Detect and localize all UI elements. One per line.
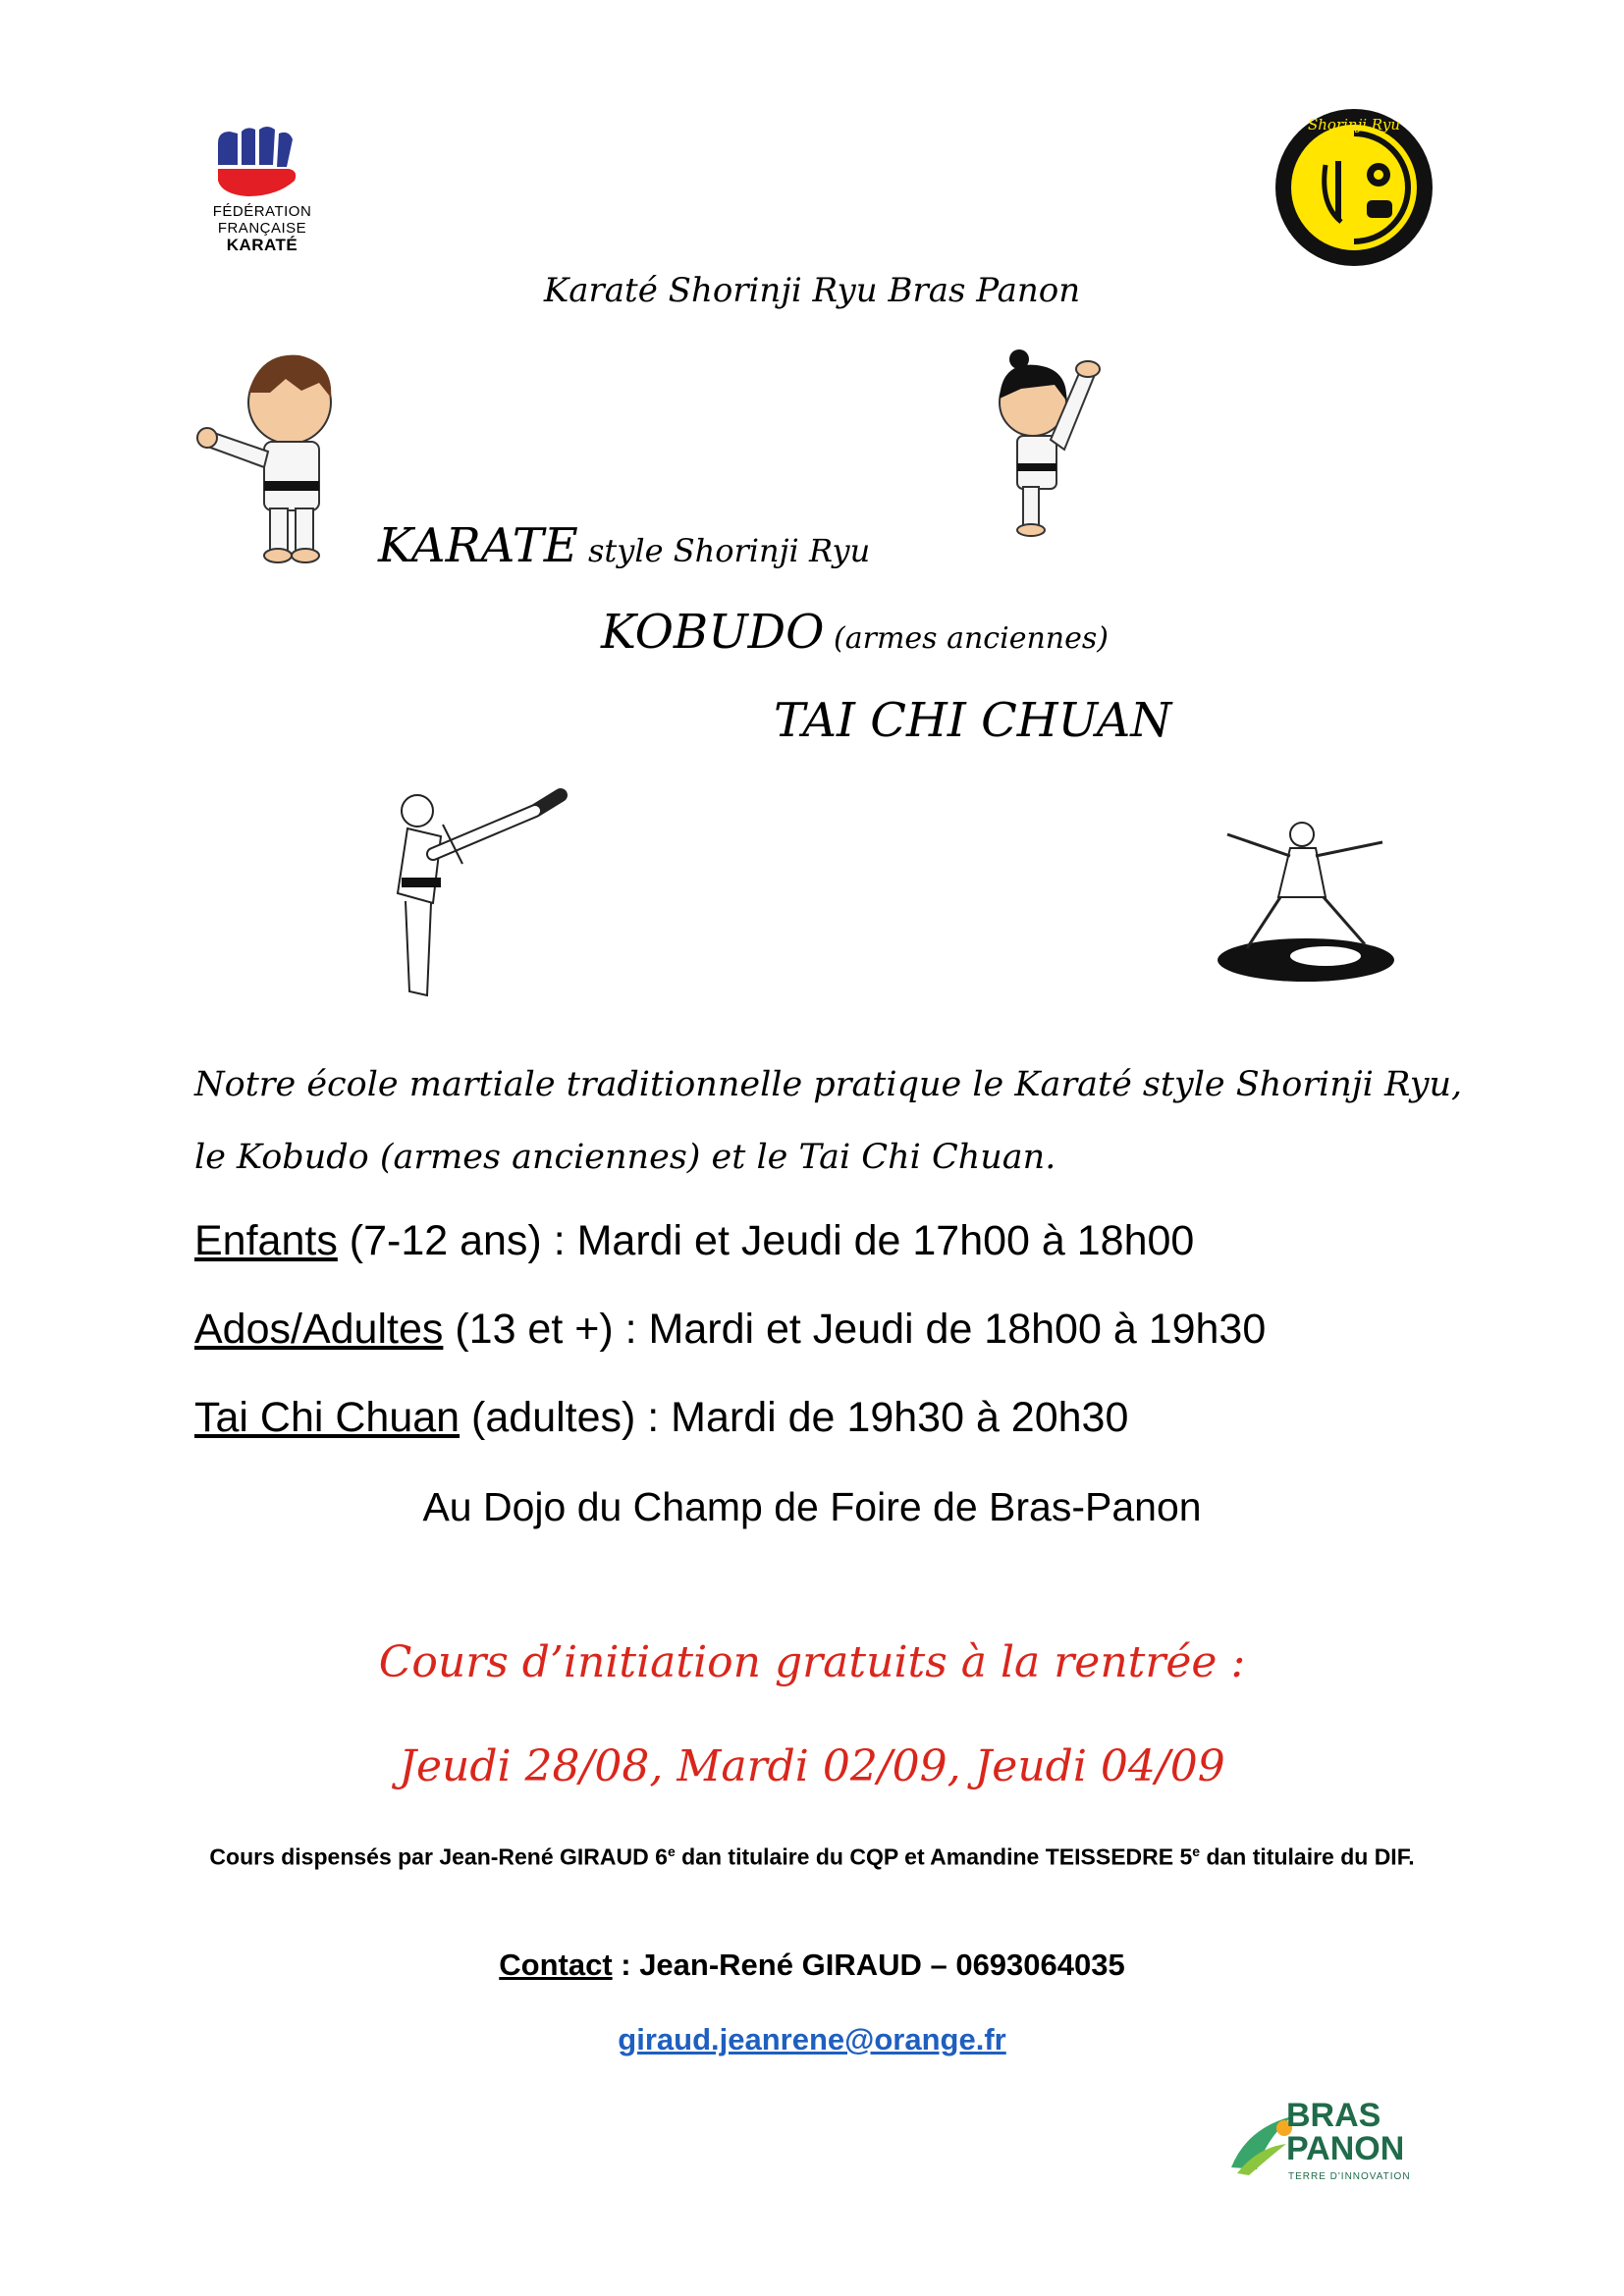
- discipline-kobudo-name: KOBUDO: [601, 605, 825, 660]
- schedule-row: [194, 1394, 1128, 1442]
- contact-email-link[interactable]: giraud.jeanrene@orange.fr: [618, 2022, 1006, 2056]
- discipline-kobudo-detail: (armes anciennes): [824, 621, 1109, 656]
- instructors-part3: dan titulaire du DIF.: [1200, 1843, 1415, 1870]
- ffk-glove-icon: [208, 122, 316, 198]
- schedule-row: [194, 1306, 1266, 1354]
- intro-text: Notre école martiale traditionnelle pratique le Karaté style Shorinji Ryu, le Kobudo (armes anciennes) et le Tai Chi Chuan.: [194, 1065, 1463, 1177]
- discipline-kobudo: [601, 605, 1109, 660]
- schedule-group: Enfants: [194, 1217, 338, 1264]
- bp-tagline: TERRE D'INNOVATION: [1288, 2171, 1411, 2182]
- contact-value: : Jean-René GIRAUD – 0693064035: [612, 1948, 1125, 1982]
- instructors-part1: Cours dispensés par Jean-René GIRAUD 6: [209, 1843, 668, 1870]
- schedule-row: [194, 1217, 1194, 1265]
- venue-text: Au Dojo du Champ de Foire de Bras-Panon: [422, 1484, 1202, 1529]
- discipline-taichi: TAI CHI CHUAN: [774, 693, 1172, 748]
- karate-girl-illustration: [982, 342, 1110, 538]
- schedule-details: (7-12 ans) : Mardi et Jeudi de 17h00 à 18h00: [337, 1217, 1195, 1264]
- contact-line: [0, 1948, 1624, 1983]
- discipline-karate-name: KARATE: [378, 518, 578, 573]
- instructors-sup2: e: [1192, 1843, 1201, 1859]
- schedule-details: (adultes) : Mardi de 19h30 à 20h30: [460, 1394, 1129, 1441]
- instructors-part2: dan titulaire du CQP et Amandine TEISSEDRE 5: [675, 1843, 1193, 1870]
- page-title: Karaté Shorinji Ryu Bras Panon: [543, 271, 1081, 310]
- karate-kick-drawing: [388, 785, 584, 1011]
- instructors-sup1: e: [667, 1843, 676, 1859]
- bp-line1: BRAS: [1286, 2097, 1381, 2134]
- shorinji-ryu-logo: [1272, 106, 1435, 269]
- contact-label: Contact: [499, 1948, 613, 1982]
- ffk-line2: FRANÇAISE: [217, 220, 307, 237]
- ffk-line3: KARATÉ: [226, 236, 298, 254]
- ffk-logo: [208, 122, 316, 259]
- tai-chi-drawing: [1208, 813, 1404, 989]
- shorinji-ring-text: Shorinji Ryu: [1308, 116, 1400, 133]
- ffk-line1: FÉDÉRATION: [212, 203, 312, 220]
- instructors-text: [0, 1843, 1624, 1871]
- promo-heading: Cours d’initiation gratuits à la rentrée :: [378, 1637, 1246, 1687]
- schedule-group: Tai Chi Chuan: [194, 1394, 460, 1441]
- karate-boy-illustration: [191, 344, 358, 569]
- schedule-details: (13 et +) : Mardi et Jeudi de 18h00 à 19h30: [443, 1306, 1267, 1353]
- bras-panon-logo: [1227, 2099, 1434, 2207]
- discipline-karate: [378, 518, 870, 573]
- schedule-group: Ados/Adultes: [194, 1306, 444, 1353]
- discipline-karate-detail: style Shorinji Ryu: [577, 532, 871, 569]
- bp-line2: PANON: [1286, 2130, 1405, 2167]
- promo-dates: Jeudi 28/08, Mardi 02/09, Jeudi 04/09: [399, 1741, 1225, 1791]
